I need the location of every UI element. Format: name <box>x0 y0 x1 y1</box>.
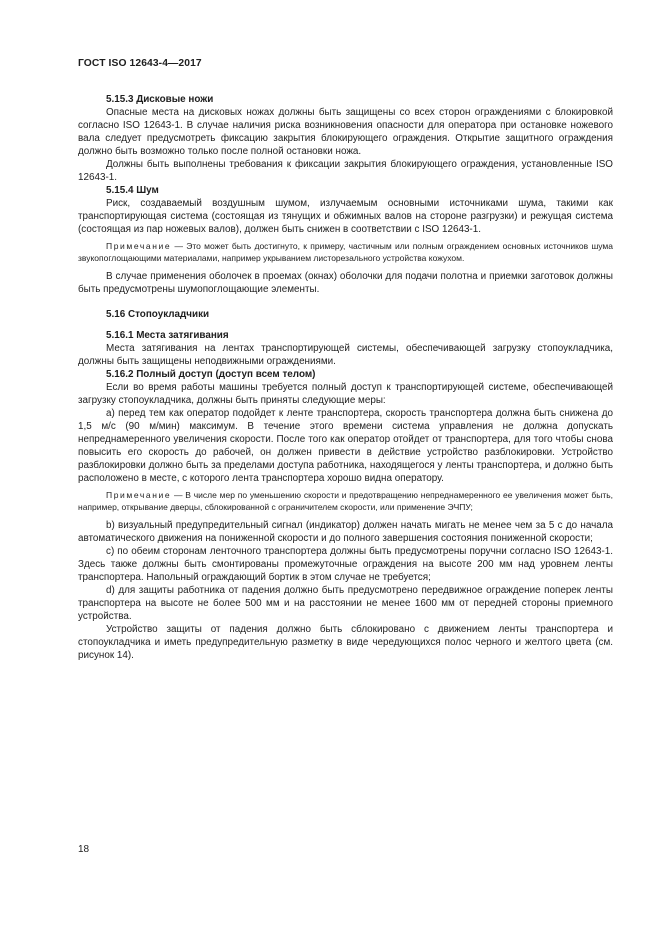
paragraph: Если во время работы машины требуется полный доступ к транспортирующей системе, обеспечивающей загрузку стопоукладчика, должны быть приняты следующие меры: <box>78 382 613 407</box>
section-heading-5-15-4: 5.15.4 Шум <box>106 185 159 196</box>
note-text: — Это может быть достигнуто, к примеру, частичным или полным ограждением основных источников шума звукопоглощающими материалами, например укрыванием листорезального устройства кожухом. <box>78 241 613 263</box>
paragraph: В случае применения оболочек в проемах (окнах) оболочки для подачи полотна и приемки заготовок должны быть предусмотрены шумопоглощающие элементы. <box>78 271 613 296</box>
section-heading-5-16-1: 5.16.1 Места затягивания <box>106 330 229 342</box>
section-heading-5-15-3: 5.15.3 Дисковые ножи <box>106 94 214 105</box>
list-item-b: b) визуальный предупредительный сигнал (индикатор) должен начать мигать не менее чем за 5 с до начала автоматического движения на пониженной скорости и до полного завершения состояния пониженной скорости; <box>78 520 613 545</box>
paragraph: Устройство защиты от падения должно быть сблокировано с движением ленты транспортера и стопоукладчика и иметь предупредительную разметку в виде чередующихся полос черного и желтого цвета (см. рисунок 14). <box>78 624 613 662</box>
note <box>78 241 613 264</box>
list-item-c: c) по обеим сторонам ленточного транспортера должны быть предусмотрены поручни согласно ISO 12643-1. Здесь также должны быть смонтированы промежуточные ограждения на высоте 200 мм над уровнем ленты транспортера. Напольный ограждающий бортик в этом случае не требуется; <box>78 546 613 584</box>
section-heading-5-16: 5.16 Стопоукладчики <box>106 309 210 321</box>
section-heading-5-16-2: 5.16.2 Полный доступ (доступ всем телом) <box>106 369 316 381</box>
paragraph: Должны быть выполнены требования к фиксации закрытия блокирующего ограждения, установленные ISO 12643-1. <box>78 159 613 183</box>
note-label: Примечание <box>106 241 172 251</box>
paragraph: Риск, создаваемый воздушным шумом, излучаемым основными источниками шума, такими как транспортирующая система (состоящая из тянущих и обжимных валов на стороне разгрузки) и режущая система (состоящая из пар ножевых валов), должен быть снижен в соответствии с ISO 12643-1. <box>78 198 613 235</box>
document-header: ГОСТ ISO 12643-4—2017 <box>78 58 202 69</box>
list-item-a: a) перед тем как оператор подойдет к ленте транспортера, скорость транспортера должна быть снижена до 1,5 м/с (90 м/мин) максимум. В течение этого времени система управления не должна допускать непреднамеренного увеличения скорости. После того как оператор отойдет от транспортера, для того чтобы снова повысить его скорость до рабочей, он должен привести в действие устройство разблокировки. Устройство разблокировки должно быть за пределами доступа работника, находящегося у ленты транспортера, и должно быть расположено в месте, с которого лента транспортера хорошо видна оператору. <box>78 408 613 485</box>
note-label: Примечание <box>106 490 172 501</box>
list-item-d: d) для защиты работника от падения должно быть предусмотрено передвижное ограждение поперек ленты транспортера на высоте не более 500 мм и на расстоянии не менее 1600 мм от передней стороны приемного устройства. <box>78 585 613 623</box>
note-text: — В числе мер по уменьшению скорости и предотвращению непреднамеренного ее увеличения может быть, например, открывание дверцы, сблокированной с ограничителем скорости, или применение ЭЧПУ; <box>78 490 613 512</box>
note <box>78 490 613 513</box>
document-body <box>78 93 613 662</box>
paragraph: Места затягивания на лентах транспортирующей системы, обеспечивающей загрузку стопоукладчика, должны быть защищены неподвижными ограждениями. <box>78 343 613 368</box>
page-number: 18 <box>78 844 90 855</box>
paragraph: Опасные места на дисковых ножах должны быть защищены со всех сторон ограждениями с блокировкой согласно ISO 12643-1. В случае наличия риска возникновения опасности для оператора при остановке ножевого вала следует предусмотреть фиксацию закрытия блокирующего ограждения. Открытие защитного ограждения должно быть возможно только после полной остановки ножа. <box>78 107 613 157</box>
